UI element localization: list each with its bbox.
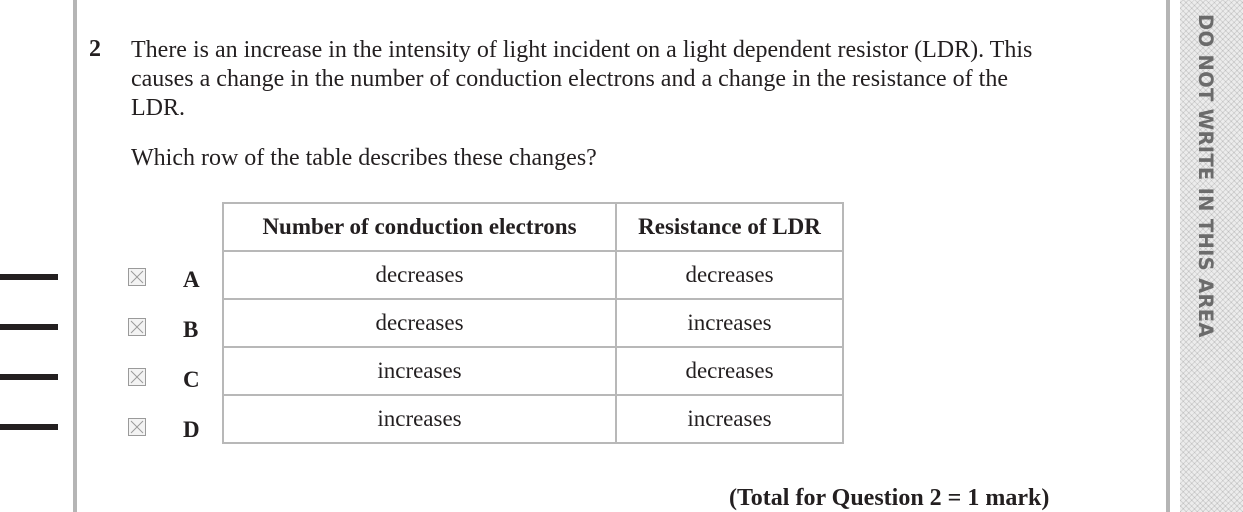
header-resistance: Resistance of LDR xyxy=(616,203,843,251)
table-row xyxy=(223,347,843,395)
answer-checkbox-b[interactable] xyxy=(128,318,146,336)
question-prompt: Which row of the table describes these changes? xyxy=(131,145,597,171)
left-margin-rule xyxy=(73,0,77,512)
cell-electrons: increases xyxy=(223,395,616,443)
margin-marker-bar xyxy=(0,424,58,430)
margin-marker-bar xyxy=(0,374,58,380)
option-letter-d: D xyxy=(183,417,200,442)
cell-resistance: increases xyxy=(616,395,843,443)
option-letter-b: B xyxy=(183,317,199,342)
cell-electrons: decreases xyxy=(223,251,616,299)
table-row xyxy=(223,299,843,347)
cross-box-icon xyxy=(129,419,145,435)
option-letter-a: A xyxy=(183,267,200,292)
answer-checkbox-d[interactable] xyxy=(128,418,146,436)
answer-table xyxy=(222,202,844,444)
question-total-marks: (Total for Question 2 = 1 mark) xyxy=(729,485,1050,511)
margin-marker-bar xyxy=(0,324,58,330)
cell-resistance: increases xyxy=(616,299,843,347)
question-number: 2 xyxy=(89,36,101,62)
answer-checkbox-a[interactable] xyxy=(128,268,146,286)
cell-resistance: decreases xyxy=(616,347,843,395)
cell-resistance: decreases xyxy=(616,251,843,299)
cross-box-icon xyxy=(129,269,145,285)
right-margin-rule xyxy=(1166,0,1170,512)
question-stem: There is an increase in the intensity of light incident on a light dependent resistor (LDR). This causes a change in the number of conduction electrons and a change in the resistance of the LDR. xyxy=(131,37,1033,121)
cross-box-icon xyxy=(129,319,145,335)
answer-checkbox-c[interactable] xyxy=(128,368,146,386)
cell-electrons: increases xyxy=(223,347,616,395)
table-header-row xyxy=(223,203,843,251)
cell-electrons: decreases xyxy=(223,299,616,347)
margin-marker-bar xyxy=(0,274,58,280)
cross-box-icon xyxy=(129,369,145,385)
option-letter-c: C xyxy=(183,367,200,392)
table-row xyxy=(223,251,843,299)
header-electrons: Number of conduction electrons xyxy=(223,203,616,251)
table-row xyxy=(223,395,843,443)
do-not-write-label: DO NOT WRITE IN THIS AREA xyxy=(1194,14,1217,338)
